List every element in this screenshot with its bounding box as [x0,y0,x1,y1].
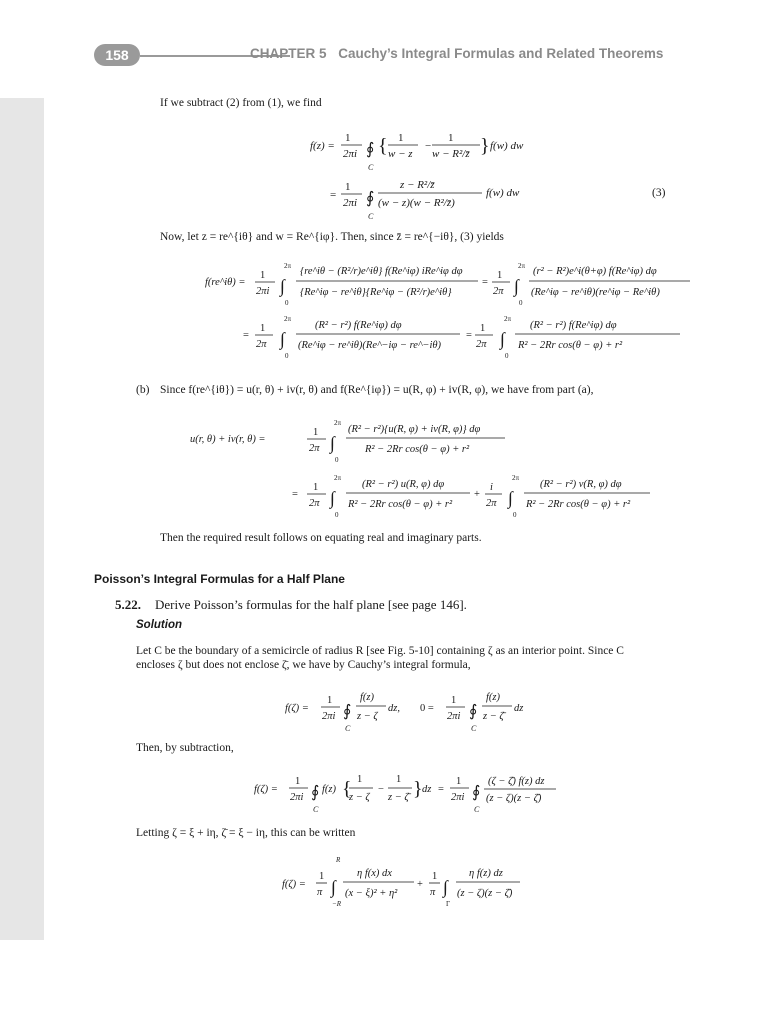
svg-text:+: + [417,879,423,890]
svg-text:f(w) dw: f(w) dw [490,140,524,152]
svg-text:1: 1 [396,774,402,785]
svg-text:2π: 2π [504,315,512,323]
svg-text:2πi: 2πi [451,792,465,803]
svg-text:∮: ∮ [469,703,478,720]
svg-text:2π: 2π [256,339,267,350]
svg-text:∮: ∮ [343,703,352,720]
svg-text:1: 1 [451,695,457,706]
svg-text:−: − [425,140,432,152]
svg-text:∫: ∫ [500,329,505,349]
equation-number: (3) [652,187,666,199]
svg-text:0: 0 [519,299,523,307]
svg-text:∫: ∫ [280,276,285,296]
intro-text: If we subtract (2) from (1), we find [160,97,322,109]
svg-text:i: i [490,482,493,493]
svg-text:π: π [317,887,323,898]
svg-text:∮: ∮ [472,784,481,801]
svg-text:w − R²/z̄: w − R²/z̄ [432,148,470,160]
svg-text:(x − ξ)² + η²: (x − ξ)² + η² [345,888,398,899]
svg-text:f(z): f(z) [360,692,374,703]
svg-text:(R² − r²) f(Re^iφ) dφ: (R² − r²) f(Re^iφ) dφ [315,320,402,331]
svg-text:1: 1 [313,482,319,493]
svg-text:1: 1 [432,871,438,882]
svg-text:{Re^iφ − re^iθ}{Re^iφ − (R²/r): {Re^iφ − re^iθ}{Re^iφ − (R²/r)e^iθ} [300,287,452,298]
svg-text:+: + [474,489,480,500]
svg-text:∫: ∫ [280,329,285,349]
svg-text:1: 1 [295,776,301,787]
svg-text:(Re^iφ − re^iθ)(re^iφ − Re^iθ): (Re^iφ − re^iθ)(re^iφ − Re^iθ) [531,287,660,298]
svg-text:2π: 2π [309,498,320,509]
svg-text:1: 1 [456,776,462,787]
svg-text:{: { [378,135,388,157]
chapter-title: Cauchy’s Integral Formulas and Related Theorems [338,46,664,61]
now-let-text: Now, let z = re^{iθ} and w = Re^{iφ}. Then, since z̄ = re^{−iθ}, (3) yields [160,231,504,243]
svg-text:1: 1 [448,132,454,144]
svg-text:−R: −R [332,900,341,908]
svg-text:−: − [378,784,384,795]
svg-text:=: = [482,277,488,288]
svg-text:z − R²/z̄: z − R²/z̄ [400,179,435,191]
svg-text:R² − 2Rr cos(θ − φ) + r²: R² − 2Rr cos(θ − φ) + r² [526,499,631,510]
svg-text:1: 1 [345,181,351,193]
svg-text:R² − 2Rr cos(θ − φ) + r²: R² − 2Rr cos(θ − φ) + r² [518,340,623,351]
svg-text:(z − ζ)(z − ζ̄): (z − ζ)(z − ζ̄) [457,888,513,899]
svg-text:f(ζ) =: f(ζ) = [282,879,306,890]
svg-text:C: C [368,163,374,172]
svg-text:C: C [313,805,319,814]
svg-text:C: C [474,805,480,814]
svg-text:2π: 2π [512,474,520,482]
svg-text:R² − 2Rr cos(θ − φ) + r²: R² − 2Rr cos(θ − φ) + r² [348,499,453,510]
svg-text:1: 1 [313,427,319,438]
chapter-label: CHAPTER 5 [250,46,327,61]
svg-text:0: 0 [285,299,289,307]
svg-text:(r² − R²)e^i(θ+φ) f(Re^iφ) dφ: (r² − R²)e^i(θ+φ) f(Re^iφ) dφ [533,266,657,277]
svg-text:1: 1 [327,695,333,706]
svg-text:dz: dz [422,784,432,795]
svg-text:(ζ − ζ̄) f(z) dz: (ζ − ζ̄) f(z) dz [488,776,545,787]
svg-text:2π: 2π [284,315,292,323]
svg-text:2πi: 2πi [343,197,358,209]
svg-text:η f(z) dz: η f(z) dz [469,868,503,879]
svg-text:(R² − r²) v(R, φ) dφ: (R² − r²) v(R, φ) dφ [540,479,622,490]
svg-text:2π: 2π [476,339,487,350]
svg-text:2π: 2π [486,498,497,509]
svg-text:1: 1 [319,871,325,882]
svg-text:∮: ∮ [366,141,375,158]
svg-text:2πi: 2πi [322,711,336,722]
svg-text:π: π [430,887,436,898]
solution-text-2: encloses ζ but does not enclose ζ̄, we have by Cauchy’s integral formula, [136,659,471,671]
svg-text:1: 1 [357,774,363,785]
svg-text:(R² − r²) u(R, φ) dφ: (R² − r²) u(R, φ) dφ [362,479,445,490]
section-heading: Poisson’s Integral Formulas for a Half Plane [94,572,345,586]
svg-text:1: 1 [497,270,503,281]
svg-text:}: } [480,135,490,157]
svg-text:∫: ∫ [514,276,519,296]
svg-text:(R² − r²) f(Re^iφ) dφ: (R² − r²) f(Re^iφ) dφ [530,320,617,331]
svg-text:∫: ∫ [330,488,335,508]
svg-text:1: 1 [260,323,266,334]
svg-text:Γ: Γ [446,900,451,908]
svg-text:1: 1 [345,132,351,144]
svg-text:z − ζ: z − ζ [349,792,370,803]
svg-text:∮: ∮ [366,190,375,207]
svg-text:0: 0 [513,511,517,519]
svg-text:=: = [243,330,249,341]
svg-text:=: = [438,784,444,795]
svg-text:dz: dz [514,703,524,714]
part-b-label: (b) [136,384,150,396]
part-b-text: Since f(re^{iθ}) = u(r, θ) + iv(r, θ) and f(Re^{iφ}) = u(R, φ) + iv(R, φ), we have from part (a), [160,384,594,396]
svg-text:2π: 2π [493,286,504,297]
svg-text:z − ζ: z − ζ [357,711,378,722]
subtraction-text: Then, by subtraction, [136,742,234,754]
svg-text:η f(x) dx: η f(x) dx [357,868,392,879]
svg-text:=: = [466,330,472,341]
svg-text:C: C [471,724,477,733]
svg-text:z − ζ̄: z − ζ̄ [483,711,504,722]
letting-text: Letting ζ = ξ + iη, ζ̄ = ξ − iη, this can be written [136,827,356,839]
svg-text:{re^iθ − (R²/r)e^iθ} f(Re^iφ): {re^iθ − (R²/r)e^iθ} f(Re^iφ) iRe^iφ dφ [300,266,463,277]
svg-text:1: 1 [480,323,486,334]
problem-text: Derive Poisson’s formulas for the half plane [see page 146]. [155,597,467,612]
svg-text:∫: ∫ [443,877,448,897]
svg-text:dz,: dz, [388,703,400,714]
svg-text:f(re^iθ) =: f(re^iθ) = [205,277,246,288]
svg-text:(Re^iφ − re^iθ)(Re^−iφ − re^−i: (Re^iφ − re^iθ)(Re^−iφ − re^−iθ) [298,340,442,351]
svg-text:1: 1 [260,270,266,281]
svg-text:2πi: 2πi [447,711,461,722]
svg-text:f(w) dw: f(w) dw [486,187,520,199]
svg-text:2π: 2π [334,419,342,427]
svg-text:2π: 2π [334,474,342,482]
conclusion-text: Then the required result follows on equating real and imaginary parts. [160,532,482,544]
svg-text:w − z: w − z [388,148,413,160]
solution-text-1: Let C be the boundary of a semicircle of radius R [see Fig. 5-10] containing ζ as an interior point. Since C [136,645,624,657]
svg-text:f(ζ) =: f(ζ) = [285,703,309,714]
final-formula [282,856,520,908]
svg-text:2π: 2π [309,443,320,454]
svg-text:0: 0 [285,352,289,360]
svg-text:f(z) =: f(z) = [310,140,335,152]
svg-text:(z − ζ)(z − ζ̄): (z − ζ)(z − ζ̄) [486,793,542,804]
svg-text:0: 0 [335,511,339,519]
svg-text:f(z): f(z) [486,692,500,703]
svg-text:=: = [292,489,298,500]
svg-text:∮: ∮ [311,784,320,801]
svg-text:R² − 2Rr cos(θ − φ) + r²: R² − 2Rr cos(θ − φ) + r² [365,444,470,455]
svg-text:0: 0 [335,456,339,464]
svg-text:2πi: 2πi [343,148,358,160]
svg-text:(w − z)(w − R²/z̄): (w − z)(w − R²/z̄) [378,197,455,209]
problem-number: 5.22. [115,597,141,612]
svg-text:2π: 2π [518,262,526,270]
svg-text:C: C [368,212,374,221]
page-number: 158 [94,44,140,66]
svg-text:∫: ∫ [330,433,335,453]
svg-text:f(z): f(z) [322,784,336,795]
svg-text:2πi: 2πi [256,286,270,297]
svg-text:1: 1 [398,132,404,144]
svg-text:2πi: 2πi [290,792,304,803]
svg-text:(R² − r²){u(R, φ) + iv(R, φ)}: (R² − r²){u(R, φ) + iv(R, φ)} dφ [348,424,481,435]
svg-text:f(ζ) =: f(ζ) = [254,784,278,795]
svg-text:2π: 2π [284,262,292,270]
svg-text:0: 0 [505,352,509,360]
svg-text:z − ζ̄: z − ζ̄ [388,792,409,803]
svg-text:u(r, θ) + iv(r, θ) =: u(r, θ) + iv(r, θ) = [190,434,266,445]
svg-text:{: { [342,778,352,800]
svg-text:=: = [330,189,337,201]
svg-text:R: R [336,856,341,864]
svg-text:∫: ∫ [331,877,336,897]
solution-label: Solution [136,619,182,631]
svg-text:C: C [345,724,351,733]
svg-text:∫: ∫ [508,488,513,508]
svg-text:}: } [413,778,423,800]
svg-text:0 =: 0 = [420,703,434,714]
